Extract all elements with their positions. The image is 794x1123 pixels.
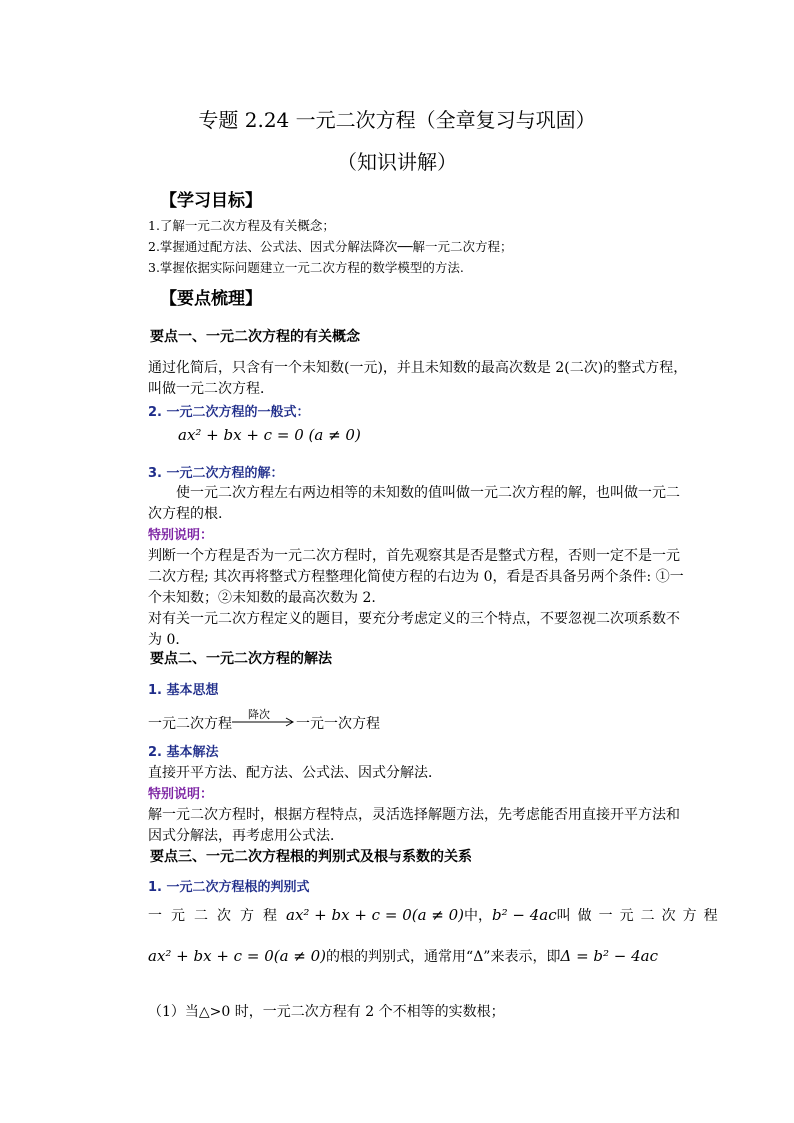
page-subtitle: （知识讲解） [337,150,457,174]
section-heading-2: 要点二、一元二次方程的解法 [150,651,332,667]
discriminant-heading: 1. 一元二次方程根的判别式 [148,880,310,895]
solution-text: 次方程的根. [148,506,223,522]
page-title: 专题 2.24 一元二次方程（全章复习与巩固） [198,108,596,132]
equation-formula: ax² + bx + c = 0(a ≠ 0) [286,906,465,924]
note-text: 解一元二次方程时，根据方程特点，灵活选择解题方法，先考虑能否用直接开平方法和 [148,807,680,823]
equation-formula: ax² + bx + c = 0(a ≠ 0) [148,947,327,965]
discriminant-formula: b² − 4ac [492,906,557,924]
text-segment: 叫做一元二次方程 [556,908,725,924]
text-segment: 的根的判别式，通常用“Δ”来表示，即 [326,949,561,965]
note-text: 因式分解法，再考虑用公式法． [148,828,344,844]
idea-heading: 1. 基本思想 [148,683,219,698]
idea-right-text: 一元一次方程 [296,716,380,732]
note-text: 二次方程; 其次再将整式方程整理化简使方程的右边为 0，看是否具备另两个条件: ①一 [148,569,684,585]
goal-item: 3.掌握依据实际问题建立一元二次方程的数学模型的方法. [148,260,464,275]
solution-heading: 3. 一元二次方程的解： [148,466,284,481]
discriminant-line-1 [148,905,725,925]
note-label: 特别说明： [148,787,214,802]
points-heading: 【要点梳理】 [160,289,262,309]
general-form-heading: 2. 一元二次方程的一般式： [148,405,310,420]
text-segment: 中， [464,908,493,924]
note-label: 特别说明： [148,528,214,543]
right-arrow-icon [232,716,296,728]
goal-item: 2.掌握通过配方法、公式法、因式分解法降次──解一元二次方程； [148,239,513,254]
definition-text: 叫做一元二次方程． [148,381,274,397]
general-form-formula: ax² + bx + c = 0 (a ≠ 0) [178,426,361,444]
note-text: 判断一个方程是否为一元二次方程时，首先观察其是否是整式方程，否则一定不是一元 [148,548,680,564]
idea-left-text: 一元二次方程 [148,716,232,732]
note-text: 为 0． [148,632,190,648]
case-1-text: （1）当△>0 时，一元二次方程有 2 个不相等的实数根； [148,1004,505,1020]
section-heading-1: 要点一、一元二次方程的有关概念 [150,329,360,345]
solution-text: 使一元二次方程左右两边相等的未知数的值叫做一元二次方程的解，也叫做一元二 [176,485,680,501]
note-text: 对有关一元二次方程定义的题目，要充分考虑定义的三个特点，不要忽视二次项系数不 [148,611,680,627]
goals-heading: 【学习目标】 [160,191,262,211]
note-text: 个未知数；②未知数的最高次数为 2. [148,590,376,606]
discriminant-line-2 [148,946,658,966]
section-heading-3: 要点三、一元二次方程根的判别式及根与系数的关系 [150,849,472,865]
text-segment: 一元二次方程 [148,908,286,924]
delta-formula: Δ = b² − 4ac [560,947,659,965]
methods-text: 直接开平方法、配方法、公式法、因式分解法． [148,765,442,781]
definition-text: 通过化简后，只含有一个未知数(一元)，并且未知数的最高次数是 2(二次)的整式方程， [148,360,688,376]
arrow-label: 降次 [248,708,270,721]
methods-heading: 2. 基本解法 [148,745,219,760]
goal-item: 1.了解一元二次方程及有关概念； [148,218,335,233]
